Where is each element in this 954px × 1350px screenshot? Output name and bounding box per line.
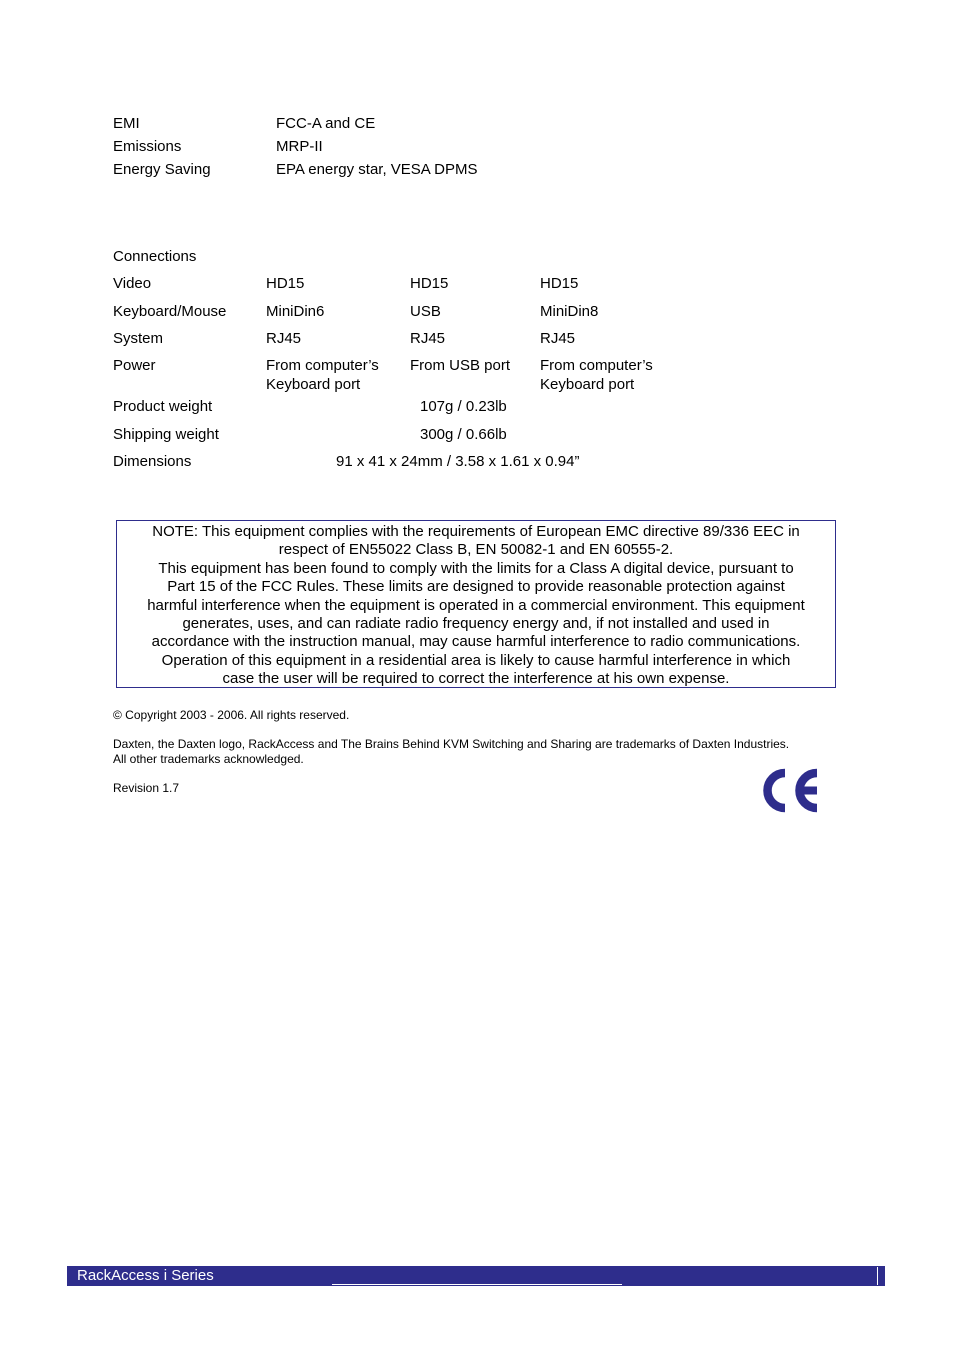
- power-col1-line2: Keyboard port: [266, 376, 361, 393]
- note-line: NOTE: This equipment complies with the requirements of European EMC directive 89/336 EEC in: [152, 523, 800, 540]
- system-col1: RJ45: [266, 330, 302, 347]
- revision-text: Revision 1.7: [113, 781, 180, 795]
- video-label: Video: [113, 275, 152, 292]
- spec-energy-value: EPA energy star, VESA DPMS: [276, 161, 478, 178]
- dimensions-label: Dimensions: [113, 453, 192, 470]
- shipping-weight-value: 300g / 0.66lb: [420, 426, 507, 443]
- dimensions-value: 91 x 41 x 24mm / 3.58 x 1.61 x 0.94”: [336, 453, 580, 470]
- note-line: accordance with the instruction manual, may cause harmful interference to radio communications.: [151, 633, 801, 651]
- keyboard-label: Keyboard/Mouse: [113, 303, 227, 320]
- keyboard-col3: MiniDin8: [540, 303, 599, 320]
- power-label: Power: [113, 357, 156, 374]
- system-label: System: [113, 330, 164, 347]
- video-col2: HD15: [410, 275, 449, 292]
- note-line: harmful interference when the equipment is operated in a commercial environment. This equipment: [147, 596, 805, 614]
- spec-emi-label: EMI: [113, 115, 140, 132]
- note-line: case the user will be required to correct the interference at his own expense.: [222, 670, 730, 688]
- ce-mark-icon: [755, 767, 823, 814]
- note-line: respect of EN55022 Class B, EN 50082-1 and EN 60555-2.: [278, 541, 674, 559]
- spec-emissions-label: Emissions: [113, 138, 182, 155]
- product-weight-value: 107g / 0.23lb: [420, 398, 507, 415]
- trademark-acknowledged-text: All other trademarks acknowledged.: [113, 752, 304, 766]
- video-col3: HD15: [540, 275, 579, 292]
- video-col1: HD15: [266, 275, 305, 292]
- footer-divider: [332, 1284, 622, 1285]
- power-col3-line1: From computer’s: [540, 357, 653, 374]
- product-weight-label: Product weight: [113, 398, 213, 415]
- power-col2-line1: From USB port: [410, 357, 511, 374]
- spec-emi-value: FCC-A and CE: [276, 115, 376, 132]
- note-line: This equipment has been found to comply with the limits for a Class A digital device, pursuant to: [158, 559, 794, 577]
- note-line: Operation of this equipment in a residential area is likely to cause harmful interference in which: [161, 651, 791, 669]
- regulatory-note-box: [116, 520, 836, 688]
- trademark-text: Daxten, the Daxten logo, RackAccess and The Brains Behind KVM Switching and Sharing are trademarks of Daxten Industries.: [113, 737, 790, 751]
- footer-title: RackAccess i Series: [77, 1267, 214, 1284]
- note-line: Part 15 of the FCC Rules. These limits are designed to provide reasonable protection against: [167, 578, 785, 596]
- power-col3-line2: Keyboard port: [540, 376, 635, 393]
- keyboard-col1: MiniDin6: [266, 303, 325, 320]
- system-col3: RJ45: [540, 330, 576, 347]
- keyboard-col2: USB: [410, 303, 441, 320]
- copyright-text: © Copyright 2003 - 2006. All rights reserved.: [113, 708, 350, 722]
- connections-heading: Connections: [113, 248, 197, 265]
- spec-energy-label: Energy Saving: [113, 161, 211, 178]
- system-col2: RJ45: [410, 330, 446, 347]
- power-col1-line1: From computer’s: [266, 357, 379, 374]
- spec-emissions-value: MRP-II: [276, 138, 323, 155]
- footer-divider: [877, 1267, 878, 1285]
- shipping-weight-label: Shipping weight: [113, 426, 219, 443]
- note-line: generates, uses, and can radiate radio frequency energy and, if not installed and used in: [182, 615, 770, 633]
